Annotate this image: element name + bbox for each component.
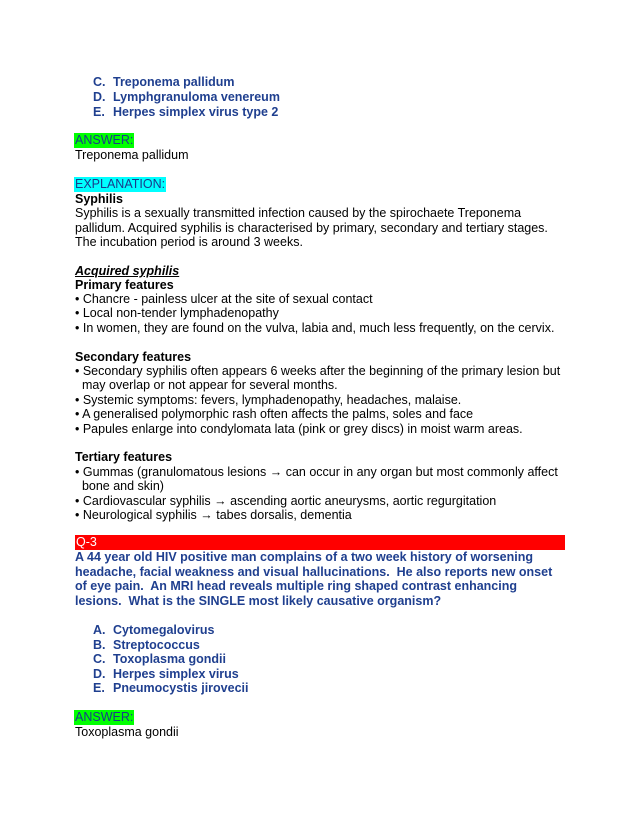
answer-text: Toxoplasma gondii xyxy=(75,725,179,739)
explanation-label: EXPLANATION: xyxy=(75,177,166,191)
tertiary-feature-line: • Neurological syphilis → tabes dorsalis, dementia xyxy=(75,508,352,522)
secondary-feature-line: • Secondary syphilis often appears 6 weeks after the beginning of the primary lesion but xyxy=(75,364,561,378)
explanation-line: pallidum. Acquired syphilis is characterised by primary, secondary and tertiary stages. xyxy=(75,221,548,235)
option-text: Herpes simplex virus xyxy=(113,667,239,681)
option-letter: E. xyxy=(93,681,105,695)
option-text: Streptococcus xyxy=(113,638,200,652)
explanation-line: The incubation period is around 3 weeks. xyxy=(75,235,303,249)
tertiary-feature-line: • Cardiovascular syphilis → ascending aortic aneurysms, aortic regurgitation xyxy=(75,494,497,508)
option-letter: D. xyxy=(93,90,106,104)
question-text-line: of eye pain. An MRI head reveals multiple ring shaped contrast enhancing xyxy=(75,579,517,593)
question-text-line: headache, facial weakness and visual hallucinations. He also reports new onset xyxy=(75,565,553,579)
secondary-feature-line: • A generalised polymorphic rash often affects the palms, soles and face xyxy=(75,407,474,421)
tertiary-feature-line: bone and skin) xyxy=(75,479,164,493)
explanation-heading: Syphilis xyxy=(75,192,123,206)
option-letter: A. xyxy=(93,623,106,637)
primary-feature-line: • Chancre - painless ulcer at the site of sexual contact xyxy=(75,292,373,306)
question-number: Q-3 xyxy=(76,535,97,549)
option-letter: B. xyxy=(93,638,106,652)
option-letter: C. xyxy=(93,75,106,89)
option-text: Herpes simplex virus type 2 xyxy=(113,105,279,119)
secondary-feature-line: • Systemic symptoms: fevers, lymphadenopathy, headaches, malaise. xyxy=(75,393,462,407)
secondary-features-title: Secondary features xyxy=(75,350,192,364)
option-letter: C. xyxy=(93,652,106,666)
answer-text: Treponema pallidum xyxy=(75,148,189,162)
acquired-syphilis-title: Acquired syphilis xyxy=(75,264,180,278)
option-text: Treponema pallidum xyxy=(113,75,235,89)
tertiary-feature-line: • Gummas (granulomatous lesions → can occur in any organ but most commonly affect xyxy=(75,465,558,479)
option-text: Lymphgranuloma venereum xyxy=(113,90,280,104)
question-text-line: lesions. What is the SINGLE most likely causative organism? xyxy=(75,594,442,608)
answer-label: ANSWER: xyxy=(75,133,134,147)
option-letter: D. xyxy=(93,667,106,681)
explanation-line: Syphilis is a sexually transmitted infection caused by the spirochaete Treponema xyxy=(75,206,522,220)
question-text-line: A 44 year old HIV positive man complains of a two week history of worsening xyxy=(75,550,533,564)
option-text: Cytomegalovirus xyxy=(113,623,215,637)
secondary-feature-line: may overlap or not appear for several months. xyxy=(75,378,338,392)
option-text: Pneumocystis jirovecii xyxy=(113,681,249,695)
tertiary-features-title: Tertiary features xyxy=(75,450,173,464)
question-header-bar xyxy=(75,535,565,550)
secondary-feature-line: • Papules enlarge into condylomata lata (pink or grey discs) in moist warm areas. xyxy=(75,422,523,436)
option-text: Toxoplasma gondii xyxy=(113,652,226,666)
option-letter: E. xyxy=(93,105,105,119)
primary-feature-line: • Local non-tender lymphadenopathy xyxy=(75,306,279,320)
answer-label: ANSWER: xyxy=(75,710,134,724)
primary-feature-line: • In women, they are found on the vulva, labia and, much less frequently, on the cervix. xyxy=(75,321,555,335)
primary-features-title: Primary features xyxy=(75,278,174,292)
